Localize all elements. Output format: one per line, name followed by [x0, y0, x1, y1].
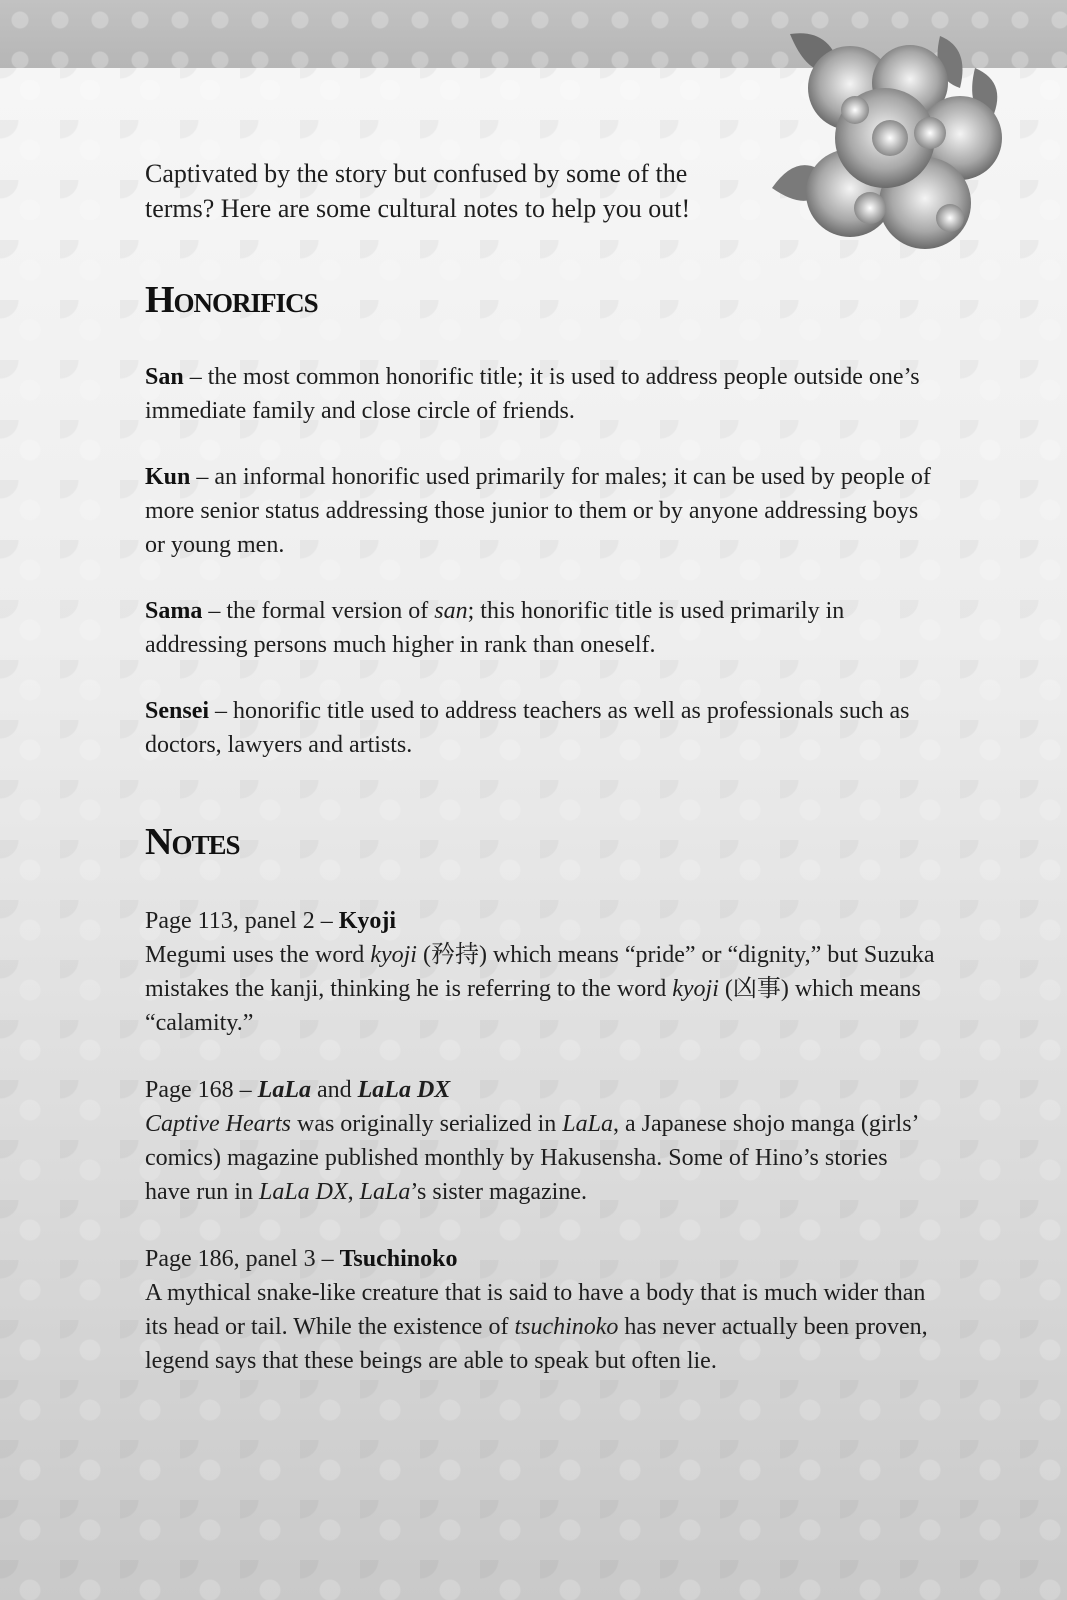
note-italic-term: Captive Hearts — [145, 1111, 291, 1137]
notes-heading: Notes — [145, 821, 240, 863]
note-italic-term: kyoji — [370, 942, 417, 968]
note-text: Megumi uses the word — [145, 942, 371, 968]
note-body — [145, 1276, 935, 1378]
note-italic-term: tsuchinoko — [514, 1314, 619, 1340]
intro-line-2: terms? Here are some cultural notes to help you out! — [145, 194, 691, 223]
honorific-entry-sensei — [145, 694, 935, 762]
note-text: ’s sister magazine. — [410, 1179, 587, 1205]
note-title-conjunction: and — [310, 1077, 358, 1103]
note-page-ref: Page 168 – — [145, 1077, 258, 1103]
honorific-entry-kun — [145, 460, 935, 562]
note-lala — [145, 1073, 935, 1209]
honorifics-list — [145, 360, 935, 762]
honorific-term: San — [145, 364, 184, 390]
dash: – — [209, 698, 234, 724]
note-text: , — [347, 1179, 360, 1205]
note-italic-term: LaLa — [359, 1179, 411, 1205]
honorific-definition: an informal honorific used primarily for males; it can be used by people of more senior status addressing those junior to them or by anyone addressing boys or young men. — [145, 464, 931, 558]
honorifics-heading: Honorifics — [145, 279, 318, 321]
note-page-ref: Page 113, panel 2 – — [145, 908, 339, 934]
note-text: , a Japanese shojo manga (girls’ comics) magazine published monthly by Hakusensha. Some of Hino’s stories have run in — [145, 1111, 918, 1205]
intro-line-1: Captivated by the story but confused by some of the — [145, 159, 688, 188]
note-text: (凶事) which means “calamity.” — [145, 976, 921, 1036]
note-text: A mythical snake-like creature that is said to have a body that is much wider than its head or tail. While the existence of — [145, 1280, 926, 1340]
note-title: Kyoji — [338, 908, 397, 934]
note-italic-term: LaLa DX — [258, 1179, 348, 1205]
note-text: has never actually been proven, legend says that these beings are able to speak but often lie. — [145, 1314, 928, 1374]
honorific-definition-italic: san — [434, 598, 468, 624]
honorific-definition: honorific title used to address teachers as well as professionals such as doctors, lawyers and artists. — [145, 698, 910, 758]
note-reference-line — [145, 904, 935, 938]
note-text: (矜持) which means “pride” or “dignity,” but Suzuka mistakes the kanji, thinking he is referring to the word — [145, 942, 935, 1002]
note-text: was originally serialized in — [290, 1111, 563, 1137]
note-title: LaLa DX — [357, 1077, 451, 1103]
note-reference-line — [145, 1242, 935, 1276]
note-title: LaLa — [257, 1077, 311, 1103]
dash: – — [183, 364, 208, 390]
honorific-entry-sama — [145, 594, 935, 662]
note-body — [145, 938, 935, 1040]
dash: – — [190, 464, 215, 490]
honorific-term: Kun — [145, 464, 191, 490]
intro-paragraph — [145, 156, 765, 226]
honorific-term: Sensei — [145, 698, 210, 724]
note-title: Tsuchinoko — [339, 1246, 458, 1272]
dash: – — [202, 598, 227, 624]
note-kyoji — [145, 904, 935, 1040]
honorific-definition-start: the formal version of — [226, 598, 435, 624]
honorific-entry-san — [145, 360, 935, 428]
glossary-content — [145, 156, 935, 1411]
note-tsuchinoko — [145, 1242, 935, 1378]
honorific-definition-end: ; this honorific title is used primarily in addressing persons much higher in rank than oneself. — [145, 598, 845, 658]
note-page-ref: Page 186, panel 3 – — [145, 1246, 340, 1272]
note-italic-term: kyoji — [672, 976, 719, 1002]
note-italic-term: LaLa — [562, 1111, 613, 1137]
honorific-term: Sama — [145, 598, 203, 624]
note-body — [145, 1107, 935, 1209]
note-reference-line — [145, 1073, 935, 1107]
honorific-definition: the most common honorific title; it is used to address people outside one’s immediate family and close circle of friends. — [145, 364, 920, 424]
notes-list — [145, 904, 935, 1378]
